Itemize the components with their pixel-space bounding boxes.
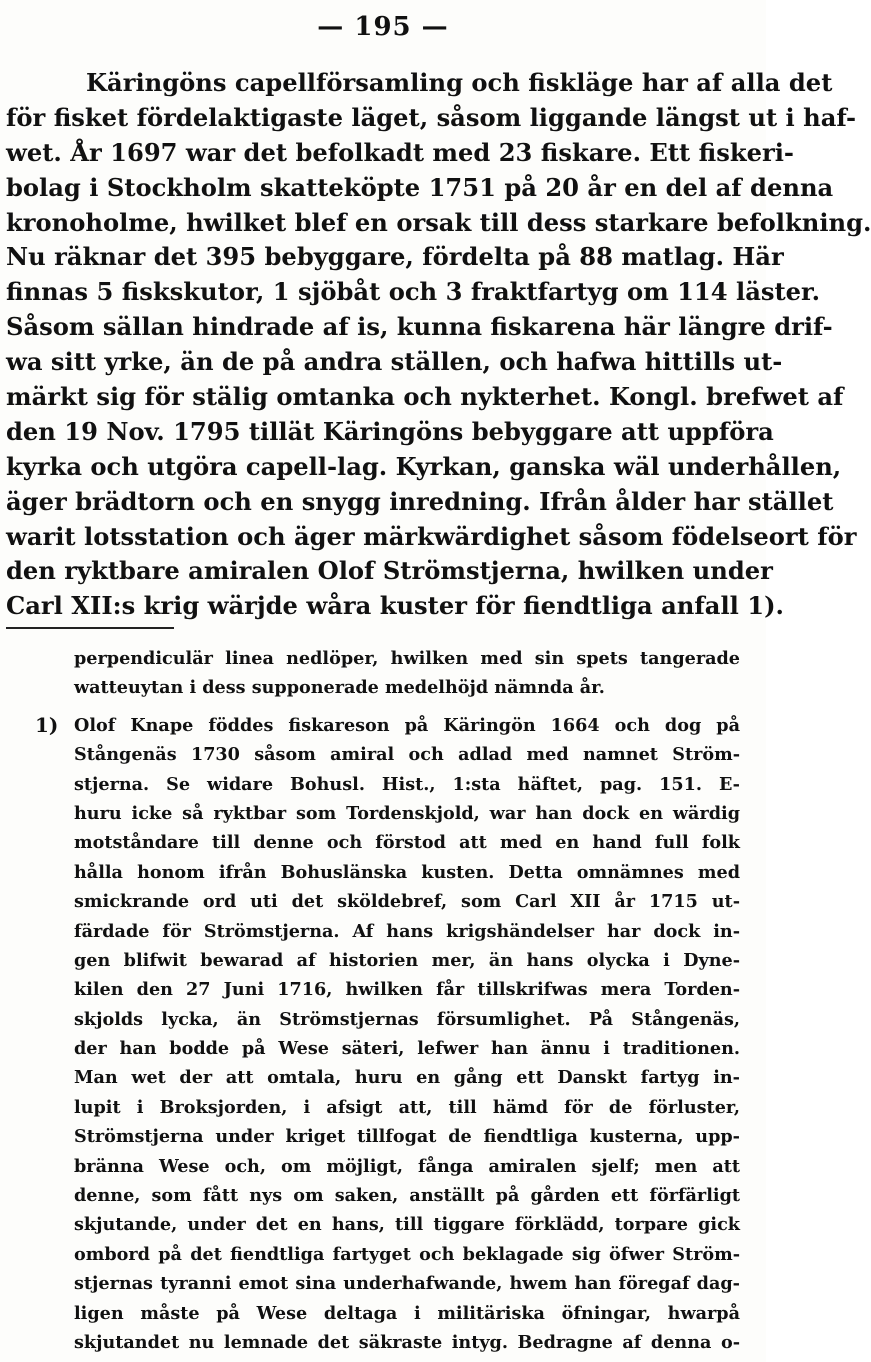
- text-line: Käringöns capellförsamling och fiskläge har af alla det: [86, 68, 833, 97]
- text-line: warit lotsstation och äger märkwärdighet såsom födelseort för: [6, 521, 857, 551]
- text-line: Carl XII:s krig wärjde wåra kuster för fiendtliga anfall 1).: [6, 591, 784, 621]
- footnotes: [0, 644, 766, 1357]
- footnote-divider: [6, 627, 174, 629]
- text-line: wa sitt yrke, än de på andra ställen, och hafwa hittills ut-: [6, 347, 783, 377]
- note-gap: [0, 703, 766, 711]
- footnote-line: skjutandet nu lemnade det säkraste intyg. Bedragne af denna o-: [74, 1331, 740, 1353]
- text-line: Såsom sällan hindrade af is, kunna fiskarena här längre drif-: [6, 312, 833, 342]
- text-line: kyrka och utgöra capell-lag. Kyrkan, ganska wäl underhållen,: [6, 451, 842, 481]
- footnote-line: huru icke så ryktbar som Tordenskjold, war han dock en wärdig: [74, 802, 740, 824]
- continued-note-line: watteuytan i dess supponerade medelhöjd nämnda år.: [74, 677, 605, 699]
- footnote-line: [0, 711, 740, 740]
- footnote-marker: 1): [35, 712, 59, 737]
- footnote-line: ligen måste på Wese deltaga i militäriska öfningar, hwarpå: [74, 1302, 740, 1324]
- main-text: [6, 66, 871, 624]
- footnote-line: smickrande ord uti det sköldebref, som Carl XII år 1715 ut-: [74, 891, 740, 913]
- footnote-line: färdade för Strömstjerna. Af hans krigshändelser har dock in-: [74, 920, 740, 942]
- continued-note-line: perpendiculär linea nedlöper, hwilken med sin spets tangerade: [74, 648, 740, 669]
- footnote-line: ombord på det fiendtliga fartyget och beklagade sig öfwer Ström-: [74, 1243, 740, 1265]
- footnote-line: stjerna. Se widare Bohusl. Hist., 1:sta häftet, pag. 151. E-: [74, 773, 740, 795]
- text-line: den 19 Nov. 1795 tillät Käringöns bebyggare att uppföra: [6, 416, 774, 446]
- footnote-line: denne, som fått nys om saken, anställt på gården ett förfärligt: [74, 1185, 740, 1207]
- text-line: märkt sig för stälig omtanka och nykterhet. Kongl. brefwet af: [6, 382, 844, 412]
- footnote-line: skjolds lycka, än Strömstjernas försumlighet. På Stångenäs,: [74, 1008, 740, 1030]
- page-number: — 195 —: [317, 12, 449, 42]
- footnote-line: Stångenäs 1730 såsom amiral och adlad med namnet Ström-: [74, 744, 740, 766]
- footnote-line: stjernas tyranni emot sina underhafwande, hwem han föregaf dag-: [74, 1273, 740, 1295]
- text-line: för fisket fördelaktigaste läget, såsom liggande längst ut i haf-: [6, 102, 856, 132]
- footnote-line: Strömstjerna under kriget tillfogat de fiendtliga kusterna, upp-: [74, 1126, 740, 1148]
- footnote-text: Olof Knape föddes fiskareson på Käringön 1664 och dog på: [74, 714, 740, 736]
- footnote-line: kilen den 27 Juni 1716, hwilken får tillskrifwas mera Torden-: [74, 979, 740, 1001]
- footnote-line: Man wet der att omtala, huru en gång ett Danskt fartyg in-: [74, 1067, 740, 1089]
- footnote-line: hålla honom ifrån Bohuslänska kusten. Detta omnämnes med: [74, 861, 740, 883]
- text-line: kronoholme, hwilket blef en orsak till dess starkare befolkning.: [6, 207, 871, 237]
- footnote-line: der han bodde på Wese säteri, lefwer han ännu i traditionen.: [74, 1038, 740, 1060]
- text-line: äger brädtorn och en snygg inredning. Ifrån ålder har stället: [6, 486, 834, 516]
- text-line: wet. År 1697 war det befolkadt med 23 fiskare. Ett fiskeri-: [6, 137, 794, 167]
- footnote-line: bränna Wese och, om möjligt, fånga amiralen sjelf; men att: [74, 1155, 740, 1177]
- text-line: finnas 5 fiskskutor, 1 sjöbåt och 3 fraktfartyg om 114 läster.: [6, 277, 820, 307]
- footnote-line: motståndare till denne och förstod att med en hand full folk: [74, 832, 740, 854]
- footnote-line: gen blifwit bewarad af historien mer, än hans olycka i Dyne-: [74, 949, 740, 971]
- text-line: den ryktbare amiralen Olof Strömstjerna, hwilken under: [6, 556, 773, 586]
- footnote-line: lupit i Broksjorden, i afsigt att, till hämd för de förluster,: [74, 1096, 740, 1118]
- text-line: Nu räknar det 395 bebyggare, fördelta på 88 matlag. Här: [6, 242, 784, 272]
- text-line: bolag i Stockholm skatteköpte 1751 på 20 år en del af denna: [6, 172, 834, 202]
- footnote-line: skjutande, under det en hans, till tiggare förklädd, torpare gick: [74, 1214, 740, 1236]
